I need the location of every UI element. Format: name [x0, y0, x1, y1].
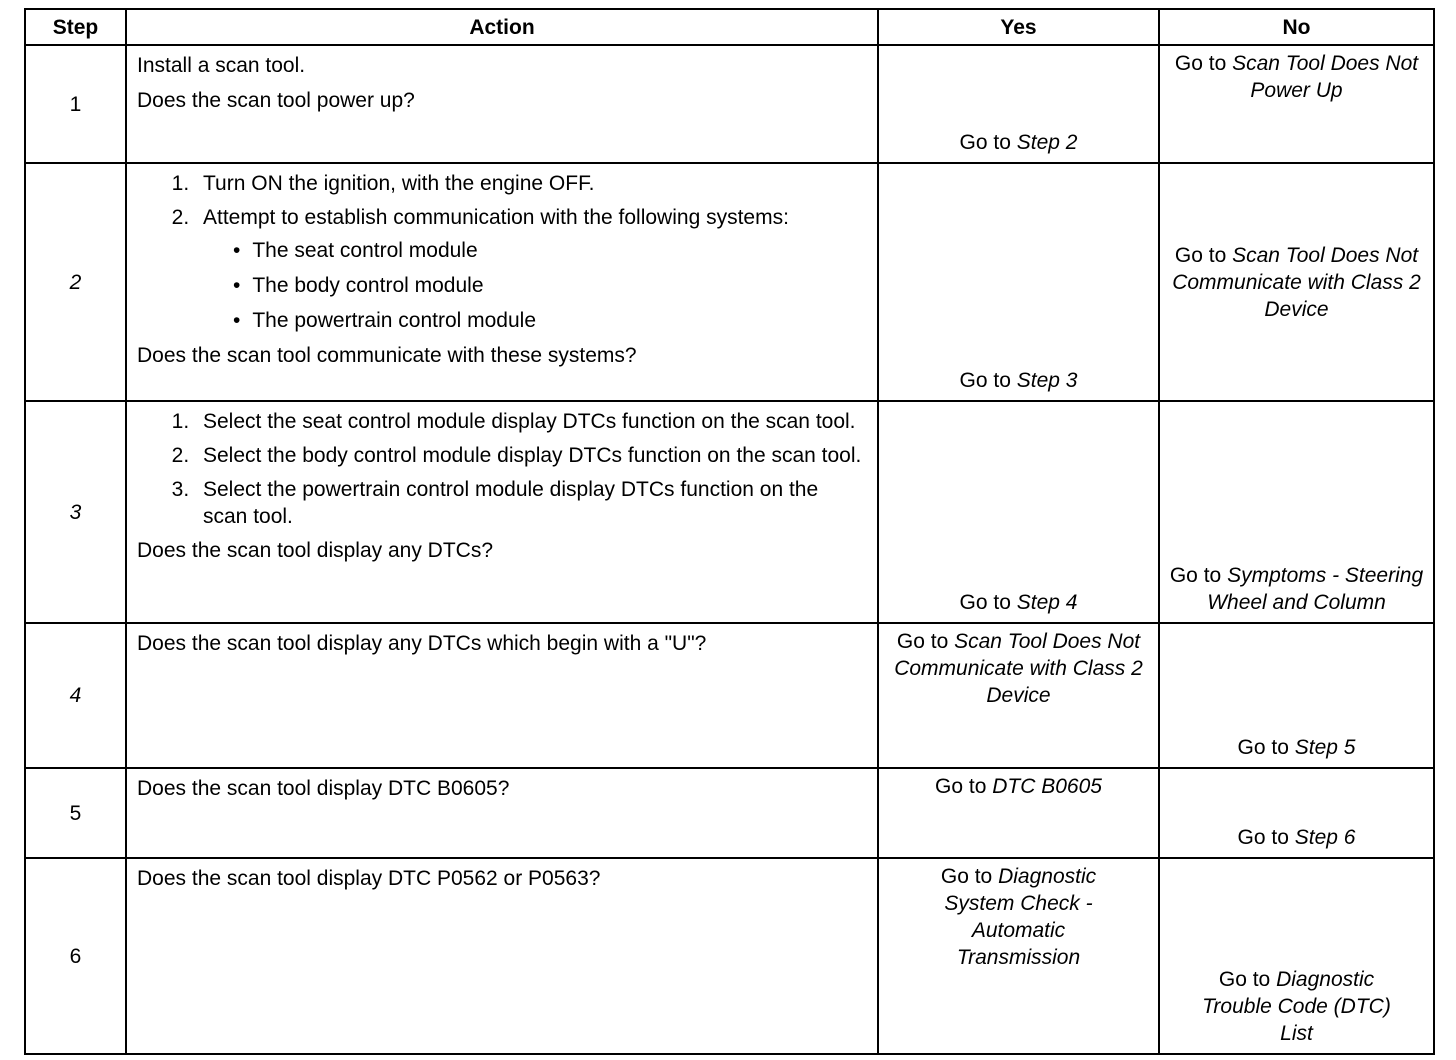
- header-action: Action: [126, 9, 878, 45]
- yes-result: Go to DTC B0605: [935, 775, 1102, 798]
- action-step: 1. Select the seat control module display DTCs function on the scan tool.: [195, 408, 867, 435]
- yes-link[interactable]: Step 3: [1016, 369, 1078, 392]
- diagnostic-table: [24, 8, 1435, 1055]
- no-link[interactable]: Symptoms - Steering Wheel and Column: [1207, 564, 1424, 614]
- no-link[interactable]: Step 5: [1294, 736, 1356, 759]
- step-number: 2: [25, 163, 126, 401]
- action-question: Does the scan tool display DTC P0562 or P0563?: [137, 867, 601, 890]
- no-link[interactable]: Diagnostic Trouble Code (DTC) List: [1202, 968, 1391, 1045]
- no-link[interactable]: Step 6: [1294, 826, 1356, 849]
- yes-link[interactable]: Diagnostic System Check - Automatic Transmission: [944, 865, 1097, 969]
- action-question: Does the scan tool display any DTCs which begin with a "U"?: [137, 632, 707, 655]
- step-number: 3: [25, 401, 126, 623]
- yes-result: Go to Step 4: [959, 591, 1078, 614]
- yes-link[interactable]: Step 2: [1016, 131, 1078, 154]
- table-row: [25, 858, 1434, 1054]
- step-number: 4: [25, 623, 126, 768]
- no-result: Go to Scan Tool Does Not Communicate with Class 2 Device: [1172, 243, 1421, 321]
- yes-result: Go to Diagnostic System Check - Automatic Transmission: [940, 865, 1097, 969]
- action-question: Does the scan tool communicate with these systems?: [137, 344, 637, 367]
- step-number: 6: [25, 858, 126, 1054]
- action-question: Does the scan tool display DTC B0605?: [137, 777, 510, 800]
- step-number: 5: [25, 768, 126, 858]
- action-question: Does the scan tool power up?: [137, 89, 415, 112]
- yes-result: Go to Step 3: [959, 369, 1078, 392]
- action-substep: • The seat control module: [235, 237, 867, 264]
- no-link[interactable]: Scan Tool Does Not Communicate with Class 2 Device: [1172, 243, 1421, 321]
- action-step: 1. Turn ON the ignition, with the engine OFF.: [195, 170, 867, 197]
- table-row: [25, 401, 1434, 623]
- yes-result: Go to Step 2: [959, 131, 1078, 154]
- step-number: 1: [25, 45, 126, 163]
- action-question: Does the scan tool display any DTCs?: [137, 539, 494, 562]
- no-result: Go to Scan Tool Does Not Power Up: [1174, 52, 1419, 102]
- yes-link[interactable]: DTC B0605: [992, 775, 1102, 798]
- no-result: Go to Symptoms - Steering Wheel and Column: [1169, 564, 1424, 614]
- yes-link[interactable]: Step 4: [1016, 591, 1078, 614]
- action-text: Install a scan tool.: [137, 54, 306, 77]
- no-link[interactable]: Scan Tool Does Not Power Up: [1232, 52, 1419, 102]
- table-row: [25, 163, 1434, 401]
- yes-link[interactable]: Scan Tool Does Not Communicate with Class 2 Device: [894, 630, 1143, 707]
- table-row: [25, 768, 1434, 858]
- table-row: [25, 623, 1434, 768]
- action-substep: • The body control module: [235, 272, 867, 299]
- action-step: 3. Select the powertrain control module display DTCs function on the scan tool.: [195, 476, 867, 530]
- header-yes: Yes: [878, 9, 1159, 45]
- no-result: Go to Diagnostic Trouble Code (DTC) List: [1202, 968, 1391, 1045]
- yes-result: Go to Scan Tool Does Not Communicate with Class 2 Device: [894, 630, 1143, 707]
- table-row: [25, 45, 1434, 163]
- header-no: No: [1159, 9, 1434, 45]
- no-result: Go to Step 6: [1237, 826, 1356, 849]
- action-step: 2. Attempt to establish communication with the following systems: • The seat control module • The body control module • The powertrain control module: [195, 204, 867, 334]
- header-step: Step: [25, 9, 126, 45]
- action-step: 2. Select the body control module display DTCs function on the scan tool.: [195, 442, 867, 469]
- no-result: Go to Step 5: [1237, 736, 1356, 759]
- header-row: [25, 9, 1434, 45]
- action-substep: • The powertrain control module: [235, 307, 867, 334]
